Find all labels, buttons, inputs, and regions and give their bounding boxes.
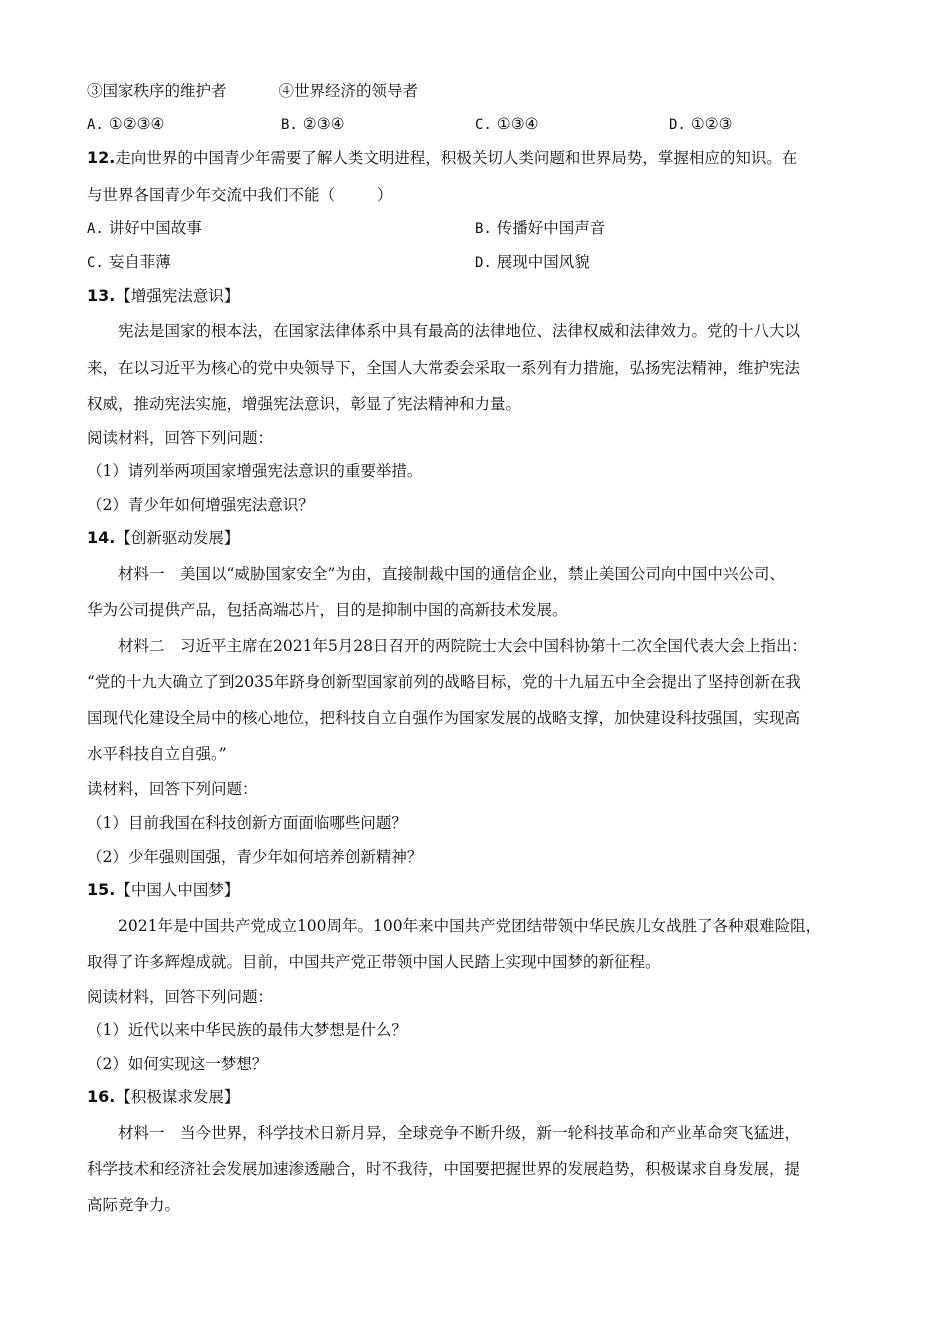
q14-material2-line: “党的十九大确立了到2035年跻身创新型国家前列的战略目标，党的十九届五中全会提出了坚持创新在我 bbox=[87, 673, 801, 691]
q13-question-1: （1）请列举两项国家增强宪法意识的重要举措。 bbox=[87, 462, 423, 480]
q16-material1-line: 材料一 当今世界，科学技术日新月异，全球竞争不断升级，新一轮科技革命和产业革命突飞猛进， bbox=[118, 1124, 801, 1142]
q11-items-row bbox=[87, 81, 418, 101]
q11-option-b[interactable]: B. ②③④ bbox=[281, 115, 345, 133]
q12-number: 12. bbox=[87, 148, 116, 167]
q12-option-b[interactable]: B. 传播好中国声音 bbox=[475, 219, 606, 237]
q15-material-line: 2021年是中国共产党成立100周年。100年来中国共产党团结带领中华民族儿女战胜了各种艰难险阻， bbox=[118, 917, 822, 935]
q12-option-d[interactable]: D. 展现中国风貌 bbox=[475, 253, 590, 271]
q12-stem-line1: 12.走向世界的中国青少年需要了解人类文明进程，积极关切人类问题和世界局势，掌握相应的知识。在 bbox=[87, 148, 798, 167]
q12-option-c[interactable]: C. 妄自菲薄 bbox=[87, 253, 171, 271]
q11-option-d[interactable]: D. ①②③ bbox=[669, 115, 733, 133]
q12-option-a[interactable]: A. 讲好中国故事 bbox=[87, 219, 202, 237]
q11-option-a[interactable]: A. ①②③④ bbox=[87, 115, 165, 133]
q14-material2-line: 国现代化建设全局中的核心地位，把科技自立自强作为国家发展的战略支撑，加快建设科技强国，实现高 bbox=[87, 709, 801, 727]
q14-material2-line: 水平科技自立自强。” bbox=[87, 745, 227, 763]
q14-question-1: （1）目前我国在科技创新方面面临哪些问题？ bbox=[87, 814, 407, 832]
q15-material-line: 取得了许多辉煌成就。目前，中国共产党正带领中国人民踏上实现中国梦的新征程。 bbox=[87, 953, 661, 971]
q11-item-3: ③国家秩序的维护者 bbox=[87, 82, 227, 100]
q15-question-1: （1）近代以来中华民族的最伟大梦想是什么？ bbox=[87, 1021, 407, 1039]
q13-material-line: 宪法是国家的根本法，在国家法律体系中具有最高的法律地位、法律权威和法律效力。党的十八大以 bbox=[118, 322, 801, 340]
q14-prompt: 读材料，回答下列问题： bbox=[87, 780, 258, 798]
q13-material-line: 来，在以习近平为核心的党中央领导下，全国人大常委会采取一系列有力措施，弘扬宪法精神，维护宪法 bbox=[87, 359, 801, 377]
q16-material1-line: 高际竞争力。 bbox=[87, 1196, 181, 1214]
q14-question-2: （2）少年强则国强，青少年如何培养创新精神？ bbox=[87, 848, 423, 866]
q14-material1-line: 材料一 美国以“威胁国家安全”为由，直接制裁中国的通信企业，禁止美国公司向中国中兴公司、 bbox=[118, 565, 785, 583]
q14-title: 14.【创新驱动发展】 bbox=[87, 528, 240, 547]
q11-option-c[interactable]: C. ①③④ bbox=[475, 115, 539, 133]
q13-material-line: 权威，推动宪法实施，增强宪法意识，彰显了宪法精神和力量。 bbox=[87, 395, 522, 413]
q15-prompt: 阅读材料，回答下列问题： bbox=[87, 988, 274, 1006]
q13-prompt: 阅读材料，回答下列问题： bbox=[87, 429, 274, 447]
q13-title: 13.【增强宪法意识】 bbox=[87, 286, 240, 305]
q14-material2-line: 材料二 习近平主席在2021年5月28日召开的两院院士大会中国科协第十二次全国代表大会上指出： bbox=[118, 637, 808, 655]
q16-title: 16.【积极谋求发展】 bbox=[87, 1087, 240, 1106]
q16-material1-line: 科学技术和经济社会发展加速渗透融合，时不我待，中国要把握世界的发展趋势，积极谋求自身发展，提 bbox=[87, 1160, 801, 1178]
q11-item-4: ④世界经济的领导者 bbox=[278, 82, 419, 100]
q13-question-2: （2）青少年如何增强宪法意识？ bbox=[87, 496, 314, 514]
q15-title: 15.【中国人中国梦】 bbox=[87, 880, 240, 899]
q15-question-2: （2）如何实现这一梦想？ bbox=[87, 1055, 268, 1073]
q14-material1-line: 华为公司提供产品，包括高端芯片，目的是抑制中国的高新技术发展。 bbox=[87, 601, 568, 619]
q12-stem-line2: 与世界各国青少年交流中我们不能（ ） bbox=[87, 186, 393, 204]
